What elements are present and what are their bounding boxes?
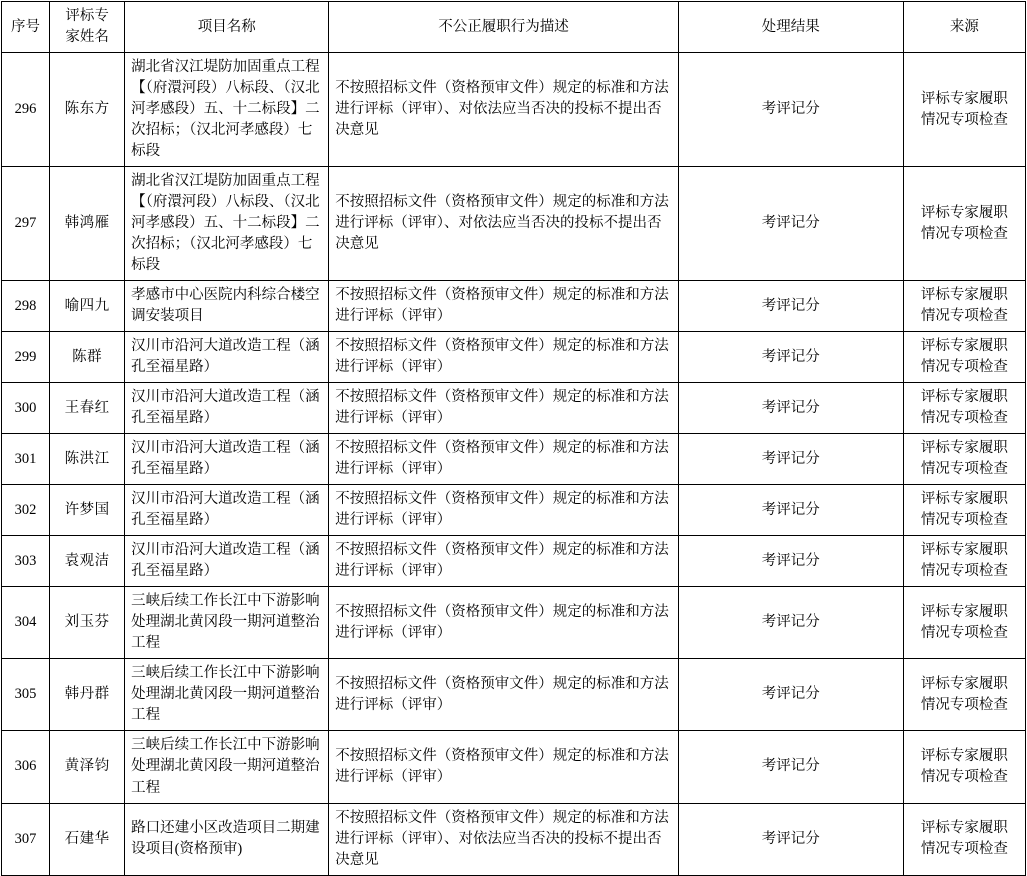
cell-expert-name: 许梦国 xyxy=(50,485,125,536)
column-header-seq: 序号 xyxy=(2,2,50,53)
cell-expert-name: 石建华 xyxy=(50,803,125,875)
cell-expert-name: 王春红 xyxy=(50,383,125,434)
cell-source-line-1: 评标专家履职 xyxy=(920,675,1008,692)
expert-misconduct-table xyxy=(1,1,1026,876)
column-header-expert-name xyxy=(50,2,125,53)
cell-result: 考评记分 xyxy=(678,332,903,383)
cell-expert-name: 袁观洁 xyxy=(50,536,125,587)
cell-description: 不按照招标文件（资格预审文件）规定的标准和方法进行评标（评审） xyxy=(329,332,678,383)
cell-source-line-2: 情况专项检查 xyxy=(920,624,1008,641)
cell-source-line-1: 评标专家履职 xyxy=(920,603,1008,620)
cell-result: 考评记分 xyxy=(678,167,903,281)
cell-source-line-2: 情况专项检查 xyxy=(920,563,1008,580)
cell-expert-name: 喻四九 xyxy=(50,281,125,332)
cell-seq: 296 xyxy=(2,53,50,167)
document-page xyxy=(0,1,1027,876)
cell-project: 孝感市中心医院内科综合楼空调安装项目 xyxy=(125,281,329,332)
cell-expert-name: 黄泽钧 xyxy=(50,731,125,803)
cell-source-line-1: 评标专家履职 xyxy=(920,90,1008,107)
cell-seq: 297 xyxy=(2,167,50,281)
cell-project: 湖北省汉江堤防加固重点工程【（府澴河段）八标段、（汉北河孝感段）五、十二标段】二次招标；（汉北河孝感段）七标段 xyxy=(125,53,329,167)
cell-description: 不按照招标文件（资格预审文件）规定的标准和方法进行评标（评审）、对依法应当否决的投标不提出否决意见 xyxy=(329,803,678,875)
cell-seq: 303 xyxy=(2,536,50,587)
cell-description: 不按照招标文件（资格预审文件）规定的标准和方法进行评标（评审）、对依法应当否决的投标不提出否决意见 xyxy=(329,53,678,167)
cell-source-line-2: 情况专项检查 xyxy=(920,308,1008,325)
table-header-row xyxy=(2,2,1026,53)
cell-description: 不按照招标文件（资格预审文件）规定的标准和方法进行评标（评审） xyxy=(329,485,678,536)
cell-source xyxy=(903,332,1025,383)
cell-result: 考评记分 xyxy=(678,803,903,875)
cell-source-line-2: 情况专项检查 xyxy=(920,696,1008,713)
cell-description: 不按照招标文件（资格预审文件）规定的标准和方法进行评标（评审）、对依法应当否决的投标不提出否决意见 xyxy=(329,167,678,281)
cell-source-line-1: 评标专家履职 xyxy=(920,204,1008,221)
cell-description: 不按照招标文件（资格预审文件）规定的标准和方法进行评标（评审） xyxy=(329,383,678,434)
table-row xyxy=(2,659,1026,731)
cell-project: 三峡后续工作长江中下游影响处理湖北黄冈段一期河道整治工程 xyxy=(125,587,329,659)
cell-seq: 304 xyxy=(2,587,50,659)
cell-expert-name: 韩鸿雁 xyxy=(50,167,125,281)
cell-source xyxy=(903,281,1025,332)
cell-source-line-1: 评标专家履职 xyxy=(920,287,1008,304)
cell-result: 考评记分 xyxy=(678,587,903,659)
cell-source-line-1: 评标专家履职 xyxy=(920,440,1008,457)
cell-project: 汉川市沿河大道改造工程（涵孔至福星路） xyxy=(125,485,329,536)
column-header-source: 来源 xyxy=(903,2,1025,53)
cell-expert-name: 陈东方 xyxy=(50,53,125,167)
cell-result: 考评记分 xyxy=(678,536,903,587)
cell-source-line-1: 评标专家履职 xyxy=(920,389,1008,406)
cell-source-line-1: 评标专家履职 xyxy=(920,338,1008,355)
cell-project: 三峡后续工作长江中下游影响处理湖北黄冈段一期河道整治工程 xyxy=(125,659,329,731)
cell-expert-name: 陈洪江 xyxy=(50,434,125,485)
table-row xyxy=(2,167,1026,281)
cell-source-line-2: 情况专项检查 xyxy=(920,768,1008,785)
cell-result: 考评记分 xyxy=(678,53,903,167)
table-row xyxy=(2,383,1026,434)
cell-project: 汉川市沿河大道改造工程（涵孔至福星路） xyxy=(125,434,329,485)
table-row xyxy=(2,485,1026,536)
cell-expert-name: 刘玉芬 xyxy=(50,587,125,659)
cell-description: 不按照招标文件（资格预审文件）规定的标准和方法进行评标（评审） xyxy=(329,587,678,659)
cell-expert-name: 韩丹群 xyxy=(50,659,125,731)
cell-seq: 301 xyxy=(2,434,50,485)
table-body xyxy=(2,53,1026,876)
cell-result: 考评记分 xyxy=(678,731,903,803)
cell-source xyxy=(903,434,1025,485)
cell-source-line-1: 评标专家履职 xyxy=(920,491,1008,508)
cell-description: 不按照招标文件（资格预审文件）规定的标准和方法进行评标（评审） xyxy=(329,434,678,485)
cell-project: 汉川市沿河大道改造工程（涵孔至福星路） xyxy=(125,332,329,383)
cell-source xyxy=(903,485,1025,536)
cell-source xyxy=(903,53,1025,167)
cell-description: 不按照招标文件（资格预审文件）规定的标准和方法进行评标（评审） xyxy=(329,731,678,803)
cell-source xyxy=(903,731,1025,803)
cell-seq: 298 xyxy=(2,281,50,332)
cell-result: 考评记分 xyxy=(678,434,903,485)
table-row xyxy=(2,53,1026,167)
cell-source xyxy=(903,536,1025,587)
cell-source-line-2: 情况专项检查 xyxy=(920,841,1008,858)
cell-source-line-1: 评标专家履职 xyxy=(920,747,1008,764)
cell-seq: 305 xyxy=(2,659,50,731)
cell-result: 考评记分 xyxy=(678,383,903,434)
cell-source xyxy=(903,383,1025,434)
column-header-expert-name-line-2: 家姓名 xyxy=(65,29,109,46)
cell-source xyxy=(903,803,1025,875)
cell-project: 湖北省汉江堤防加固重点工程【（府澴河段）八标段、（汉北河孝感段）五、十二标段】二次招标；（汉北河孝感段）七标段 xyxy=(125,167,329,281)
cell-description: 不按照招标文件（资格预审文件）规定的标准和方法进行评标（评审） xyxy=(329,536,678,587)
cell-seq: 307 xyxy=(2,803,50,875)
table-row xyxy=(2,803,1026,875)
column-header-result: 处理结果 xyxy=(678,2,903,53)
cell-result: 考评记分 xyxy=(678,659,903,731)
cell-seq: 299 xyxy=(2,332,50,383)
cell-source xyxy=(903,587,1025,659)
cell-source-line-2: 情况专项检查 xyxy=(920,410,1008,427)
cell-seq: 300 xyxy=(2,383,50,434)
column-header-expert-name-line-1: 评标专 xyxy=(65,8,109,24)
table-row xyxy=(2,587,1026,659)
cell-project: 三峡后续工作长江中下游影响处理湖北黄冈段一期河道整治工程 xyxy=(125,731,329,803)
cell-project: 路口还建小区改造项目二期建设项目(资格预审) xyxy=(125,803,329,875)
column-header-project: 项目名称 xyxy=(125,2,329,53)
table-row xyxy=(2,281,1026,332)
cell-source-line-2: 情况专项检查 xyxy=(920,111,1008,128)
cell-source-line-2: 情况专项检查 xyxy=(920,512,1008,529)
table-row xyxy=(2,434,1026,485)
cell-source-line-2: 情况专项检查 xyxy=(920,461,1008,478)
cell-source-line-1: 评标专家履职 xyxy=(920,820,1008,837)
column-header-description: 不公正履职行为描述 xyxy=(329,2,678,53)
cell-source-line-2: 情况专项检查 xyxy=(920,359,1008,376)
cell-source-line-2: 情况专项检查 xyxy=(920,225,1008,242)
table-row xyxy=(2,332,1026,383)
table-row xyxy=(2,731,1026,803)
cell-seq: 302 xyxy=(2,485,50,536)
cell-result: 考评记分 xyxy=(678,485,903,536)
cell-source xyxy=(903,167,1025,281)
cell-source xyxy=(903,659,1025,731)
table-header xyxy=(2,2,1026,53)
cell-project: 汉川市沿河大道改造工程（涵孔至福星路） xyxy=(125,536,329,587)
cell-project: 汉川市沿河大道改造工程（涵孔至福星路） xyxy=(125,383,329,434)
cell-description: 不按照招标文件（资格预审文件）规定的标准和方法进行评标（评审） xyxy=(329,659,678,731)
cell-seq: 306 xyxy=(2,731,50,803)
table-row xyxy=(2,536,1026,587)
cell-result: 考评记分 xyxy=(678,281,903,332)
cell-description: 不按照招标文件（资格预审文件）规定的标准和方法进行评标（评审） xyxy=(329,281,678,332)
cell-source-line-1: 评标专家履职 xyxy=(920,542,1008,559)
cell-expert-name: 陈群 xyxy=(50,332,125,383)
